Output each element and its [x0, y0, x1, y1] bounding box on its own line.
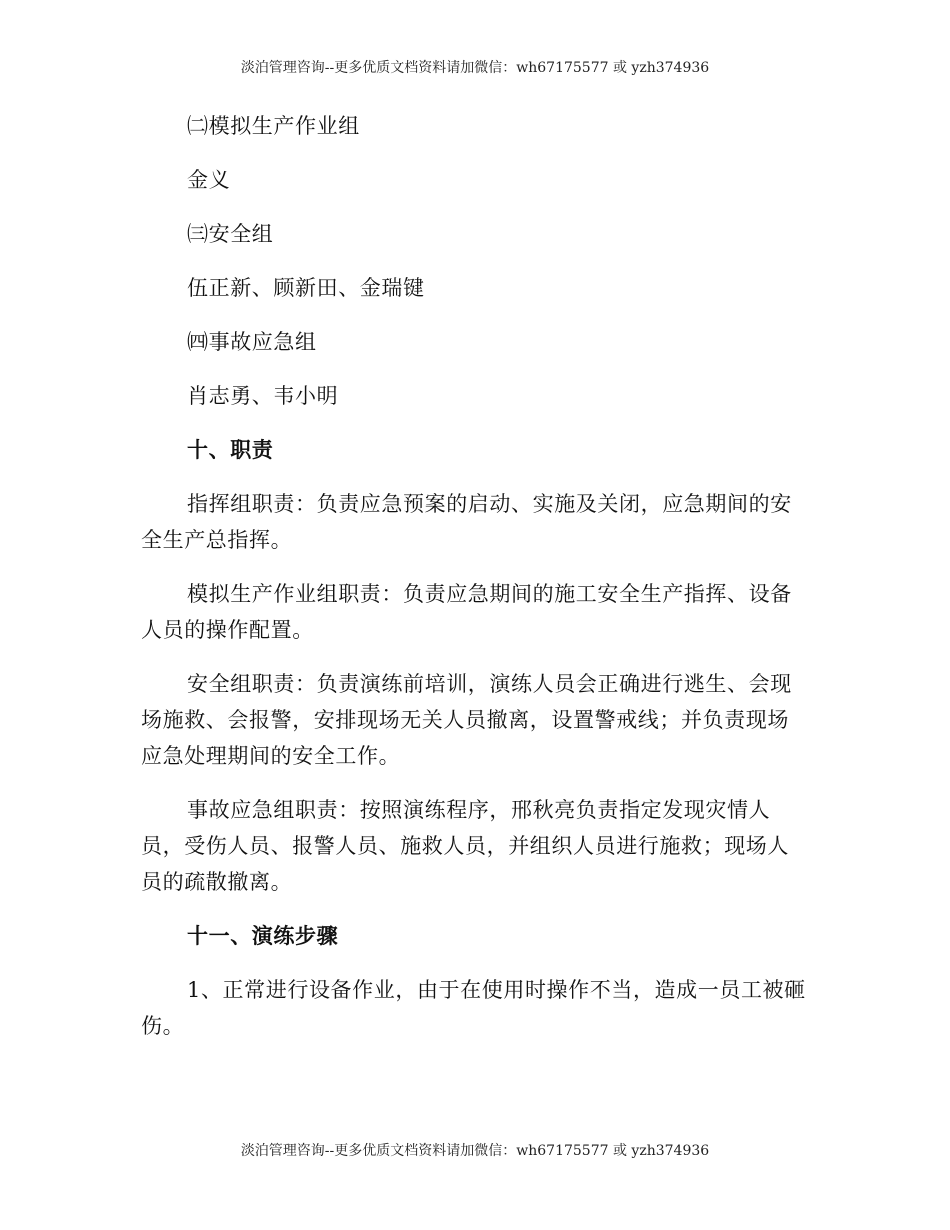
- duty-production-paragraph: 模拟生产作业组职责：负责应急期间的施工安全生产指挥、设备人员的操作配置。: [141, 582, 792, 642]
- step1-paragraph: 1、正常进行设备作业，由于在使用时操作不当，造成一员工被砸伤。: [141, 978, 806, 1038]
- group2-members: 金义: [187, 168, 231, 192]
- document-body: [141, 108, 806, 1044]
- page-footer: 淡泊管理咨询--更多优质文档资料请加微信：wh67175577 或 yzh374936: [240, 1143, 710, 1159]
- duty-command-paragraph: 指挥组职责：负责应急预案的启动、实施及关闭，应急期间的安全生产总指挥。: [141, 492, 792, 552]
- section11-heading: 十一、演练步骤: [187, 924, 339, 948]
- section10-heading: 十、职责: [187, 438, 274, 462]
- page-header: 淡泊管理咨询--更多优质文档资料请加微信：wh67175577 或 yzh374936: [240, 60, 710, 76]
- group3-members: 伍正新、顾新田、金瑞键: [187, 276, 425, 300]
- duty-safety-paragraph: 安全组职责：负责演练前培训，演练人员会正确进行逃生、会现场施救、会报警，安排现场无关人员撤离，设置警戒线；并负责现场应急处理期间的安全工作。: [141, 672, 792, 768]
- group4-title: ㈣事故应急组: [187, 330, 317, 354]
- group4-members: 肖志勇、韦小明: [187, 384, 339, 408]
- duty-emergency-paragraph: 事故应急组职责：按照演练程序，邢秋亮负责指定发现灾情人员，受伤人员、报警人员、施救人员，并组织人员进行施救；现场人员的疏散撤离。: [141, 798, 789, 894]
- group3-title: ㈢安全组: [187, 222, 274, 246]
- group2-title: ㈡模拟生产作业组: [187, 114, 360, 138]
